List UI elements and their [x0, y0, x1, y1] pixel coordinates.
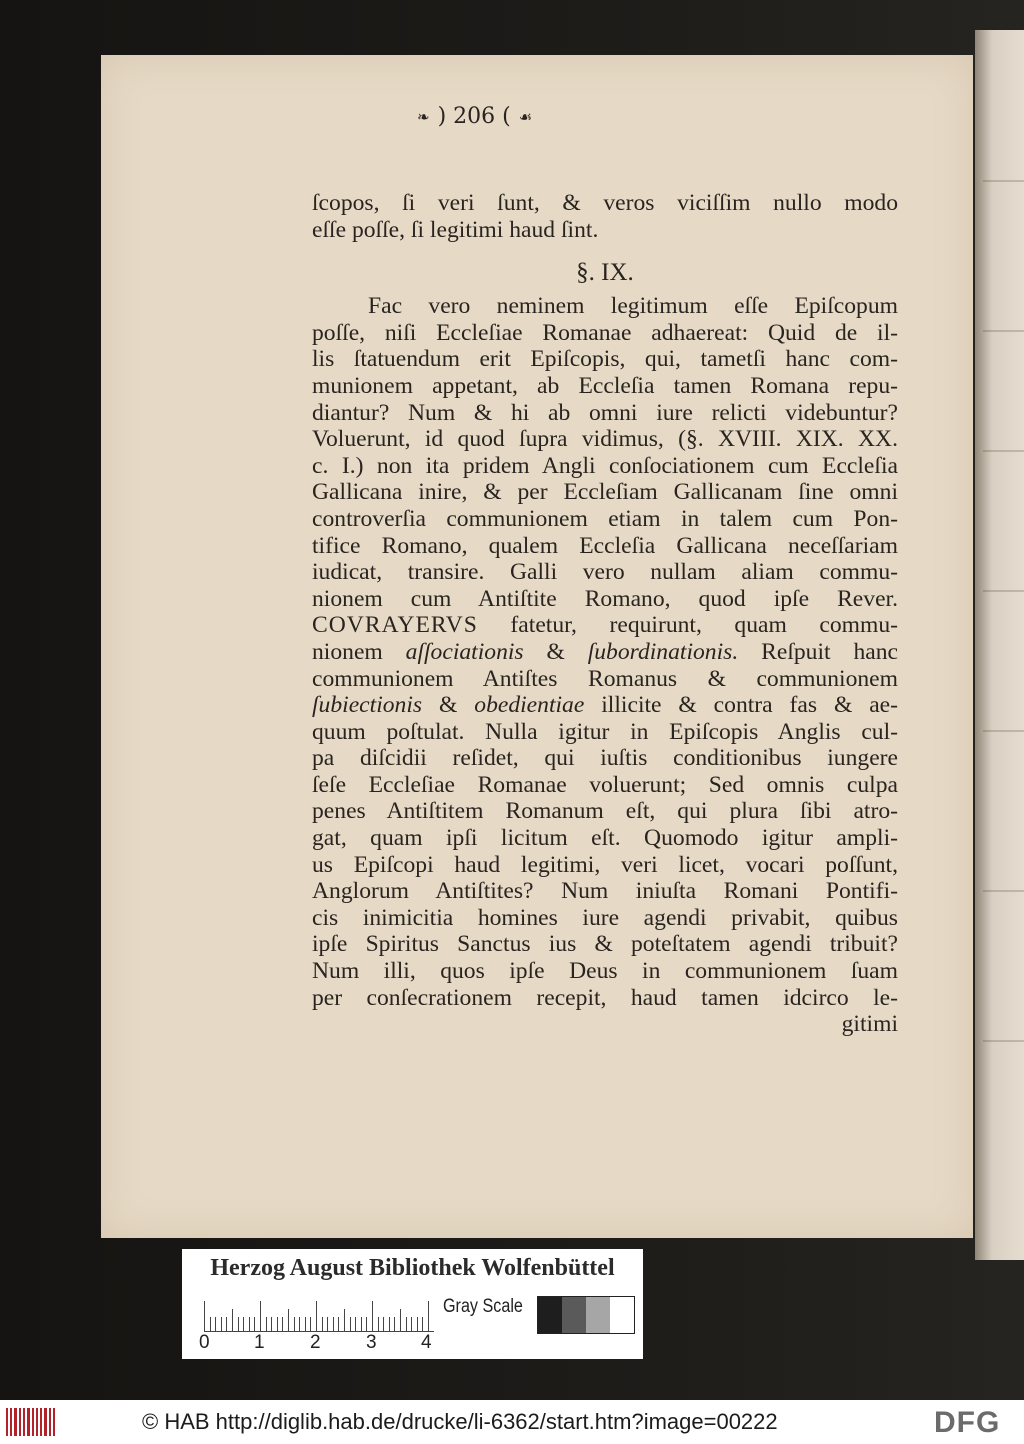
text-span: nionem	[312, 638, 406, 665]
adjacent-page-edge	[975, 30, 1024, 1260]
text-line: controverſia communionem etiam in talem cum Pon-	[312, 505, 898, 532]
ruler-tick	[378, 1317, 379, 1331]
page-number: ) 206 (	[437, 104, 511, 129]
ruler-tick	[204, 1301, 205, 1331]
italic-term: ſubiectionis	[312, 692, 423, 719]
italic-term: aſſociationis	[405, 638, 524, 665]
ruler-tick	[422, 1317, 423, 1331]
text-line: Fac vero neminem legitimum eſſe Epiſcopum	[368, 293, 898, 320]
text-line: gat, quam ipſi licitum eſt. Quomodo igitur ampli-	[312, 825, 898, 852]
ruler-number: 2	[310, 1332, 321, 1353]
text-span: illicite & contra fas & ae-	[584, 692, 898, 719]
ruler-tick	[260, 1301, 261, 1331]
ruler-tick	[249, 1317, 250, 1331]
gray-scale-label: Gray Scale	[443, 1296, 523, 1317]
ruler-tick	[271, 1317, 272, 1331]
page-header	[417, 104, 717, 129]
ruler-number: 0	[199, 1332, 210, 1353]
text-span: &	[422, 692, 475, 719]
text-line: penes Antiſtitem Romanum eſt, qui plura ſibi atro-	[312, 798, 898, 825]
author-name: COVRAYERVS	[312, 612, 478, 639]
ruler-tick	[254, 1317, 255, 1331]
gray-swatch	[586, 1297, 610, 1333]
ornament-right-icon: ☙	[518, 107, 533, 126]
page-text	[312, 190, 898, 1038]
ruler-tick	[383, 1317, 384, 1331]
ruler-number: 1	[254, 1332, 265, 1353]
ruler-tick	[406, 1317, 407, 1331]
ruler-tick	[322, 1317, 323, 1331]
ruler-number: 4	[421, 1332, 432, 1353]
ruler-tick	[350, 1317, 351, 1331]
ruler-tick	[366, 1317, 367, 1331]
gray-swatch	[562, 1297, 586, 1333]
text-line: quum poſtulat. Nulla igitur in Epiſcopis Anglis cul-	[312, 718, 898, 745]
text-line: per conſecrationem recepit, haud tamen idcirco le-	[312, 984, 898, 1011]
text-line: ſcopos, ſi veri ſunt, & veros viciſſim nullo modo	[312, 190, 898, 216]
ruler-tick	[361, 1317, 362, 1331]
text-line	[312, 639, 898, 666]
ruler-tick	[238, 1317, 239, 1331]
ruler-tick	[333, 1317, 334, 1331]
ruler-tick	[411, 1317, 412, 1331]
gray-swatch	[538, 1297, 562, 1333]
ruler-tick	[355, 1317, 356, 1331]
text-line: Anglorum Antiſtites? Num iniuſta Romani Pontifi-	[312, 878, 898, 905]
ruler-tick	[344, 1309, 345, 1331]
text-span: fatetur, requirunt, quam commu-	[477, 612, 898, 639]
ruler-tick	[226, 1317, 227, 1331]
text-line: nionem cum Antiſtite Romano, quod ipſe Rever.	[312, 585, 898, 612]
library-name: Herzog August Bibliothek Wolfenbüttel	[210, 1255, 615, 1281]
text-line: Voluerunt, id quod ſupra vidimus, (§. XVIII. XIX. XX.	[312, 426, 898, 453]
text-line: c. I.) non ita pridem Angli conſociationem cum Eccleſia	[312, 452, 898, 479]
ruler-tick	[299, 1317, 300, 1331]
ruler-tick	[243, 1317, 244, 1331]
text-line: munionem appetant, ab Eccleſia tamen Romana repu-	[312, 372, 898, 399]
text-line: ſeſe Eccleſiae Romanae voluerunt; Sed omnis culpa	[312, 771, 898, 798]
text-line: poſſe, niſi Eccleſiae Romanae adhaereat: Quid de il-	[312, 319, 898, 346]
ruler-tick	[394, 1317, 395, 1331]
ruler-tick	[232, 1309, 233, 1331]
text-line: us Epiſcopi haud legitimi, veri licet, vocari poſſunt,	[312, 851, 898, 878]
ruler-tick	[221, 1317, 222, 1331]
ruler-tick	[282, 1317, 283, 1331]
hab-barcode-logo-icon	[6, 1408, 55, 1436]
ornament-left-icon: ❧	[417, 107, 430, 126]
text-line: iudicat, transire. Galli vero nullam aliam commu-	[312, 559, 898, 586]
text-line	[312, 612, 898, 639]
ruler-tick	[327, 1317, 328, 1331]
ruler-tick	[215, 1317, 216, 1331]
dfg-logo: DFG	[934, 1406, 1001, 1439]
gray-swatch	[610, 1297, 634, 1333]
ruler-tick	[417, 1317, 418, 1331]
copyright-url: © HAB http://diglib.hab.de/drucke/li-6362/start.htm?image=00222	[142, 1409, 778, 1434]
ruler-tick	[210, 1317, 211, 1331]
text-line: cis inimicitia homines iure agendi privabit, quibus	[312, 904, 898, 931]
ruler-tick	[277, 1317, 278, 1331]
ruler-tick	[389, 1317, 390, 1331]
ruler-tick	[288, 1309, 289, 1331]
gray-scale-swatches	[537, 1296, 635, 1334]
ruler-tick	[428, 1301, 429, 1331]
italic-term: obedientiae	[474, 692, 585, 719]
text-line	[312, 692, 898, 719]
section-heading: §. IX.	[576, 259, 634, 287]
text-span: &	[523, 638, 588, 665]
text-line: eſſe poſſe, ſi legitimi haud ſint.	[312, 216, 599, 243]
text-line: Num illi, quos ipſe Deus in communionem ſuam	[312, 958, 898, 985]
footer-bar	[0, 1400, 1024, 1444]
scale-ruler	[204, 1295, 434, 1335]
text-line: diantur? Num & hi ab omni iure relicti videbuntur?	[312, 399, 898, 426]
text-line: communionem Antiſtes Romanus & communionem	[312, 665, 898, 692]
catchword: gitimi	[841, 1011, 898, 1038]
text-line: ipſe Spiritus Sanctus ius & poteſtatem agendi tribuit?	[312, 931, 898, 958]
italic-term: ſubordinationis.	[587, 638, 739, 665]
text-line: lis ſtatuendum erit Epiſcopis, qui, tametſi hanc com-	[312, 346, 898, 373]
text-line: pa diſcidii reſidet, qui iuſtis conditionibus iungere	[312, 745, 898, 772]
ruler-number: 3	[366, 1332, 377, 1353]
text-line: Gallicana inire, & per Eccleſiam Gallicanam ſine omni	[312, 479, 898, 506]
ruler-tick	[372, 1301, 373, 1331]
text-span: Reſpuit hanc	[738, 638, 898, 665]
ruler-tick	[266, 1317, 267, 1331]
text-line: tifice Romano, qualem Eccleſia Gallicana neceſſariam	[312, 532, 898, 559]
ruler-tick	[310, 1317, 311, 1331]
ruler-tick	[400, 1309, 401, 1331]
ruler-tick	[338, 1317, 339, 1331]
ruler-tick	[316, 1301, 317, 1331]
ruler-tick	[305, 1317, 306, 1331]
ruler-tick	[294, 1317, 295, 1331]
